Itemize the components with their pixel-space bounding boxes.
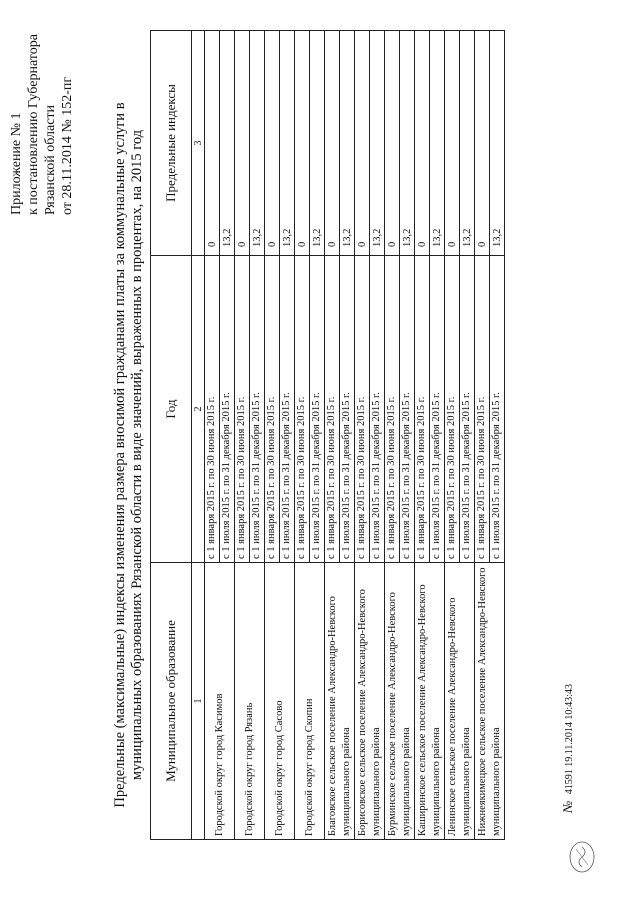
table-row	[325, 31, 340, 840]
cell-period: с 1 января 2015 г. по 30 июня 2015 г.	[385, 256, 400, 563]
cell-period: с 1 июля 2015 г. по 31 декабря 2015 г.	[490, 256, 505, 563]
cell-index: 13,2	[280, 31, 295, 256]
cell-municipality: Нижнеякимецкое сельское поселение Александро-Невского муниципального района	[475, 563, 505, 840]
cell-municipality: Ленинское сельское поселение Александро-Невского муниципального района	[445, 563, 475, 840]
cell-index: 0	[415, 31, 430, 256]
cell-period: с 1 июля 2015 г. по 31 декабря 2015 г.	[220, 256, 235, 563]
header-year: Год	[151, 256, 192, 563]
cell-municipality: Городской округ город Сасово	[265, 563, 295, 840]
cell-period: с 1 января 2015 г. по 30 июня 2015 г.	[205, 256, 220, 563]
cell-period: с 1 июля 2015 г. по 31 декабря 2015 г.	[400, 256, 415, 563]
appendix-line: к постановлению Губернатора	[26, 34, 41, 215]
cell-municipality: Городской округ город Рязань	[235, 563, 265, 840]
cell-period: с 1 июля 2015 г. по 31 декабря 2015 г.	[280, 256, 295, 563]
cell-index: 13,2	[430, 31, 445, 256]
cell-index: 0	[205, 31, 220, 256]
appendix-line: Рязанской области	[43, 104, 58, 215]
cell-period: с 1 июля 2015 г. по 31 декабря 2015 г.	[340, 256, 355, 563]
cell-municipality: Городской округ город Касимов	[205, 563, 235, 840]
table-row	[445, 31, 460, 840]
cell-period: с 1 июля 2015 г. по 31 декабря 2015 г.	[430, 256, 445, 563]
cell-period: с 1 июля 2015 г. по 31 декабря 2015 г.	[460, 256, 475, 563]
table-row	[295, 31, 310, 840]
cell-period: с 1 января 2015 г. по 30 июня 2015 г.	[445, 256, 460, 563]
cell-index: 13,2	[400, 31, 415, 256]
cell-index: 13,2	[310, 31, 325, 256]
cell-municipality: Борисовское сельское поселение Александро-Невского муниципального района	[355, 563, 385, 840]
column-number: 3	[192, 31, 205, 256]
title-line: муниципальных образованиях Рязанской области в виде значений, выраженных в процентах, на 2015 год	[129, 129, 145, 781]
appendix-block	[8, 20, 76, 215]
cell-period: с 1 января 2015 г. по 30 июня 2015 г.	[295, 256, 310, 563]
table-header-row	[151, 31, 192, 840]
cell-municipality: Бурминское сельское поселение Александро-Невского муниципального района	[385, 563, 415, 840]
cell-municipality: Благовское сельское поселение Александро-Невского муниципального района	[325, 563, 355, 840]
cell-index: 0	[355, 31, 370, 256]
registration-stamp-icon	[566, 839, 598, 875]
cell-index: 0	[445, 31, 460, 256]
table-row	[355, 31, 370, 840]
registration-footer	[560, 684, 576, 813]
table-row	[475, 31, 490, 840]
cell-index: 13,2	[250, 31, 265, 256]
cell-index: 0	[475, 31, 490, 256]
cell-period: с 1 января 2015 г. по 30 июня 2015 г.	[325, 256, 340, 563]
cell-period: с 1 января 2015 г. по 30 июня 2015 г.	[475, 256, 490, 563]
cell-index: 0	[235, 31, 250, 256]
table-row	[205, 31, 220, 840]
cell-period: с 1 января 2015 г. по 30 июня 2015 г.	[265, 256, 280, 563]
cell-municipality: Каширинское сельское поселение Александро-Невского муниципального района	[415, 563, 445, 840]
column-number: 1	[192, 563, 205, 840]
cell-period: с 1 июля 2015 г. по 31 декабря 2015 г.	[310, 256, 325, 563]
cell-index: 13,2	[370, 31, 385, 256]
registration-id: 41591 19.11.2014 10:43:43	[564, 684, 575, 795]
cell-index: 0	[325, 31, 340, 256]
cell-index: 13,2	[460, 31, 475, 256]
cell-index: 13,2	[220, 31, 235, 256]
number-sign: №	[560, 800, 575, 813]
cell-period: с 1 июля 2015 г. по 31 декабря 2015 г.	[250, 256, 265, 563]
table-row	[385, 31, 400, 840]
cell-municipality: Городской округ город Скопин	[295, 563, 325, 840]
header-municipality: Муниципальное образование	[151, 563, 192, 840]
cell-index: 0	[265, 31, 280, 256]
indices-table	[150, 30, 505, 840]
cell-period: с 1 июля 2015 г. по 31 декабря 2015 г.	[370, 256, 385, 563]
table-row	[235, 31, 250, 840]
column-number-row	[192, 31, 205, 840]
cell-period: с 1 января 2015 г. по 30 июня 2015 г.	[355, 256, 370, 563]
appendix-line: от 28.11.2014 № 152-пг	[60, 76, 75, 215]
document-title	[112, 45, 146, 865]
cell-index: 0	[385, 31, 400, 256]
cell-period: с 1 января 2015 г. по 30 июня 2015 г.	[415, 256, 430, 563]
cell-index: 0	[295, 31, 310, 256]
header-indices: Предельные индексы	[151, 31, 192, 256]
title-line: Предельные (максимальные) индексы изменения размера вносимой гражданами платы за коммунальные услуги в	[112, 102, 128, 808]
table-row	[415, 31, 430, 840]
column-number: 2	[192, 256, 205, 563]
table-row	[265, 31, 280, 840]
cell-period: с 1 января 2015 г. по 30 июня 2015 г.	[235, 256, 250, 563]
appendix-line: Приложение № 1	[9, 112, 24, 215]
table-body	[205, 31, 505, 840]
cell-index: 13,2	[340, 31, 355, 256]
cell-index: 13,2	[490, 31, 505, 256]
